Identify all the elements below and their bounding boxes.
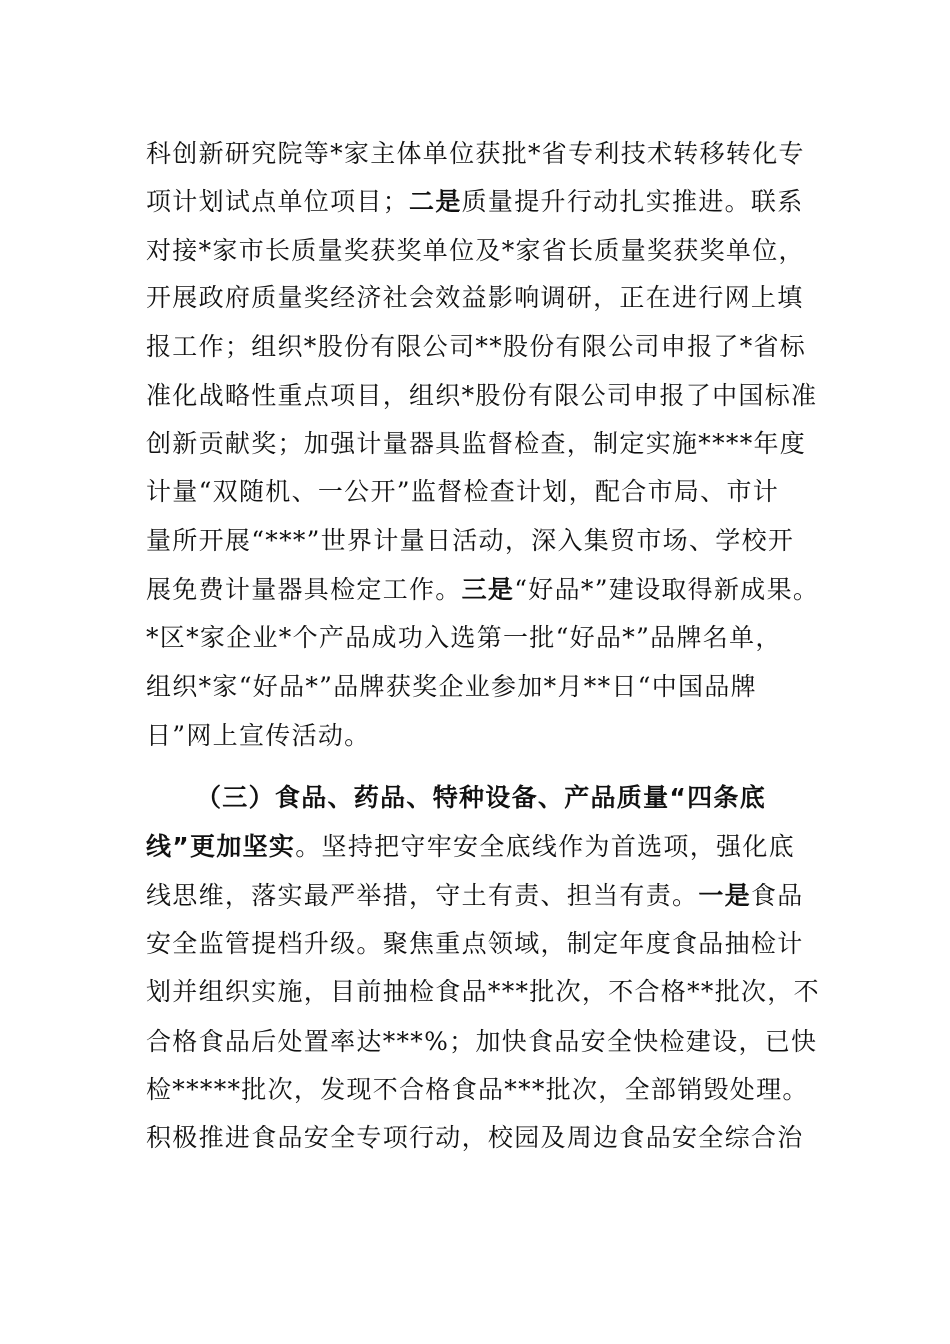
bold-text-segment: 一是 (698, 881, 751, 910)
text-segment: 科创新研究院等*家主体单位获批*省专利技术转移转化专 (146, 139, 805, 168)
text-segment: “好品*”建设取得新成果。 (514, 575, 820, 604)
text-segment: 安全监管提档升级。聚焦重点领域，制定年度食品抽检计 (146, 929, 804, 958)
text-segment: 。坚持把守牢安全底线作为首选项，强化底 (295, 832, 795, 861)
text-line (146, 876, 804, 916)
bold-text-segment: 二是 (409, 187, 462, 216)
text-line (146, 1118, 804, 1158)
text-segment: 日”网上宣传活动。 (146, 721, 371, 750)
text-line (146, 424, 806, 464)
text-segment: 组织*家“好品*”品牌获奖企业参加*月**日“中国品牌 (146, 672, 757, 701)
text-line (146, 972, 820, 1012)
text-segment: 项计划试点单位项目； (146, 187, 410, 216)
text-line (146, 521, 794, 561)
text-line (146, 667, 757, 707)
text-segment: 积极推进食品安全专项行动，校园及周边食品安全综合治 (146, 1123, 804, 1152)
text-line (146, 327, 806, 367)
text-segment: 对接*家市长质量奖获奖单位及*家省长质量奖获奖单位， (146, 236, 805, 265)
text-segment: 食品 (750, 881, 804, 910)
text-line (146, 618, 782, 658)
text-segment: 计量“双随机、一公开”监督检查计划，配合市局、市计 (146, 477, 780, 506)
text-line (146, 472, 779, 512)
text-line (146, 231, 805, 271)
text-line (146, 827, 795, 867)
text-segment: 开展政府质量奖经济社会效益影响调研，正在进行网上填 (146, 283, 804, 312)
bold-text-segment: 线”更加坚实 (146, 832, 296, 861)
text-segment: 创新贡献奖；加强计量器具监督检查，制定实施****年度 (146, 429, 807, 458)
text-segment: 报工作；组织*股份有限公司**股份有限公司申报了*省标 (146, 332, 807, 361)
text-line (146, 1022, 817, 1062)
text-segment: 划并组织实施，目前抽检食品***批次，不合格**批次，不 (146, 977, 820, 1006)
text-line (146, 1070, 809, 1110)
text-line (146, 182, 804, 222)
text-line (146, 570, 819, 610)
text-line (146, 716, 370, 756)
text-line (146, 376, 817, 416)
text-segment: 线思维，落实最严举措，守土有责、担当有责。 (146, 881, 699, 910)
text-segment: 展免费计量器具检定工作。 (146, 575, 462, 604)
text-line (146, 134, 805, 174)
text-line (146, 278, 804, 318)
bold-text-segment: （三）食品、药品、特种设备、产品质量“四条底 (196, 783, 767, 812)
bold-text-segment: 三是 (461, 575, 515, 604)
text-segment: 量所开展“***”世界计量日活动，深入集贸市场、学校开 (146, 526, 795, 555)
text-line (196, 778, 766, 818)
text-segment: 准化战略性重点项目，组织*股份有限公司申报了中国标准 (146, 381, 818, 410)
text-segment: *区*家企业*个产品成功入选第一批“好品*”品牌名单， (146, 623, 782, 652)
text-segment: 检*****批次，发现不合格食品***批次，全部销毁处理。 (146, 1075, 809, 1104)
text-segment: 质量提升行动扎实推进。联系 (461, 187, 804, 216)
text-segment: 合格食品后处置率达***%；加快食品安全快检建设，已快 (146, 1027, 818, 1056)
text-line (146, 924, 804, 964)
